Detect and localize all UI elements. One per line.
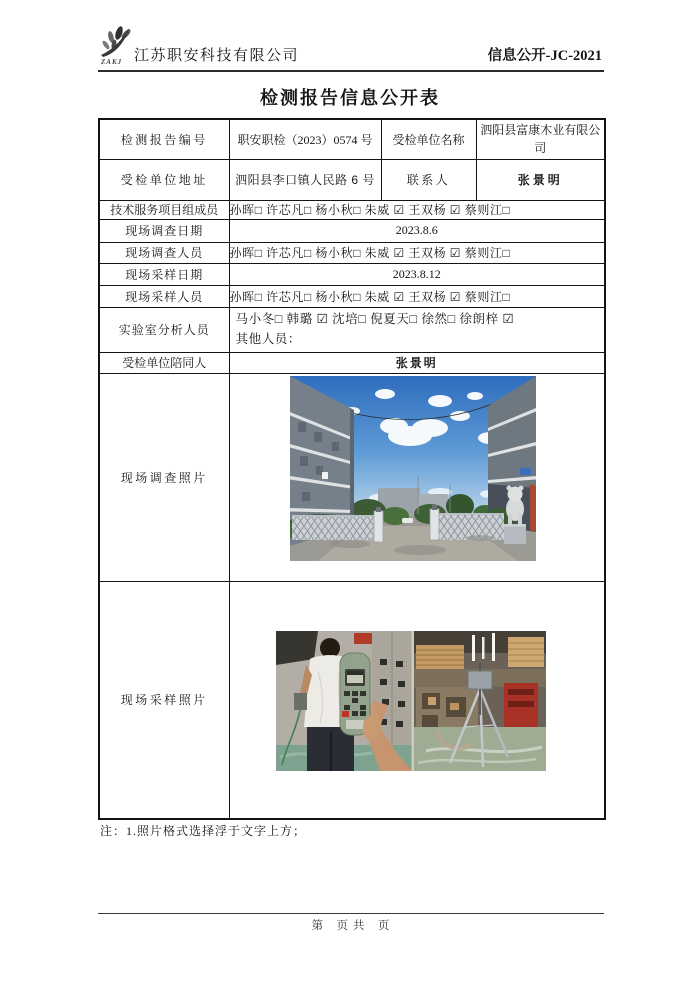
right-photo-tripod-sampler [413, 631, 546, 771]
logo-plant-icon [98, 24, 136, 66]
survey-staff-checkboxes: 孙晖□ 许芯凡□ 杨小秋□ 朱威 ☑ 王双杨 ☑ 蔡则江□ [229, 242, 605, 263]
disclosure-form-table [98, 118, 606, 820]
company-logo-icon [98, 24, 136, 71]
sampling-photo-workshop [276, 631, 546, 771]
page-number-text: 第 页 共 页 [311, 920, 391, 932]
report-no-value: 职安职检（2023）0574 号 [229, 119, 381, 159]
table-row [99, 285, 605, 307]
sampling-date-label: 现场采样日期 [99, 263, 229, 285]
page-title: 检测报告信息公开表 [260, 88, 440, 108]
table-row [99, 119, 605, 159]
contact-value: 张景明 [476, 159, 605, 200]
survey-photo-label: 现场调查照片 [99, 373, 229, 581]
table-row [99, 307, 605, 352]
page-header [98, 26, 604, 72]
unit-name-label: 受检单位名称 [381, 119, 476, 159]
escort-label: 受检单位陪同人 [99, 352, 229, 373]
table-row [99, 219, 605, 242]
footnote: 注：1.照片格式选择浮于文字上方； [100, 824, 307, 838]
company-name: 江苏职安科技有限公司 [134, 48, 300, 64]
survey-date-value: 2023.8.6 [229, 219, 605, 242]
unit-addr-value: 泗阳县李口镇人民路 6 号 [229, 159, 381, 200]
lab-others-label: 其他人员： [235, 331, 302, 346]
survey-staff-label: 现场调查人员 [99, 242, 229, 263]
team-members-checkboxes: 孙晖□ 许芯凡□ 杨小秋□ 朱威 ☑ 王双杨 ☑ 蔡则江□ [229, 200, 605, 219]
page-footer [98, 913, 604, 934]
survey-photo-factory-entrance [290, 376, 536, 561]
lab-staff-label: 实验室分析人员 [99, 307, 229, 352]
sampling-staff-checkboxes: 孙晖□ 许芯凡□ 杨小秋□ 朱威 ☑ 王双杨 ☑ 蔡则江□ [229, 285, 605, 307]
sampling-staff-label: 现场采样人员 [99, 285, 229, 307]
document-code: 信息公开-JC-2021 [487, 48, 602, 64]
sampling-date-value: 2023.8.12 [229, 263, 605, 285]
svg-text:ZAKJ: ZAKJ [101, 58, 123, 66]
table-row [99, 159, 605, 200]
sampling-photo-label: 现场采样照片 [99, 581, 229, 819]
survey-photo-cell [229, 373, 605, 581]
unit-name-value: 泗阳县富康木业有限公司 [476, 119, 605, 159]
escort-value: 张景明 [229, 352, 605, 373]
team-label: 技术服务项目组成员 [99, 200, 229, 219]
lab-staff-checkboxes: 马小冬□ 韩璐 ☑ 沈培□ 倪夏天□ 徐然□ 徐朗梓 ☑ [235, 312, 515, 327]
table-row [99, 581, 605, 819]
table-row [99, 242, 605, 263]
lab-staff-cell [229, 307, 605, 352]
sampling-photo-cell [229, 581, 605, 819]
table-row [99, 373, 605, 581]
contact-label: 联系人 [381, 159, 476, 200]
survey-date-label: 现场调查日期 [99, 219, 229, 242]
left-photo-noise-measurement [276, 631, 413, 771]
table-row [99, 263, 605, 285]
table-row [99, 352, 605, 373]
report-no-label: 检测报告编号 [99, 119, 229, 159]
unit-addr-label: 受检单位地址 [99, 159, 229, 200]
table-row [99, 200, 605, 219]
